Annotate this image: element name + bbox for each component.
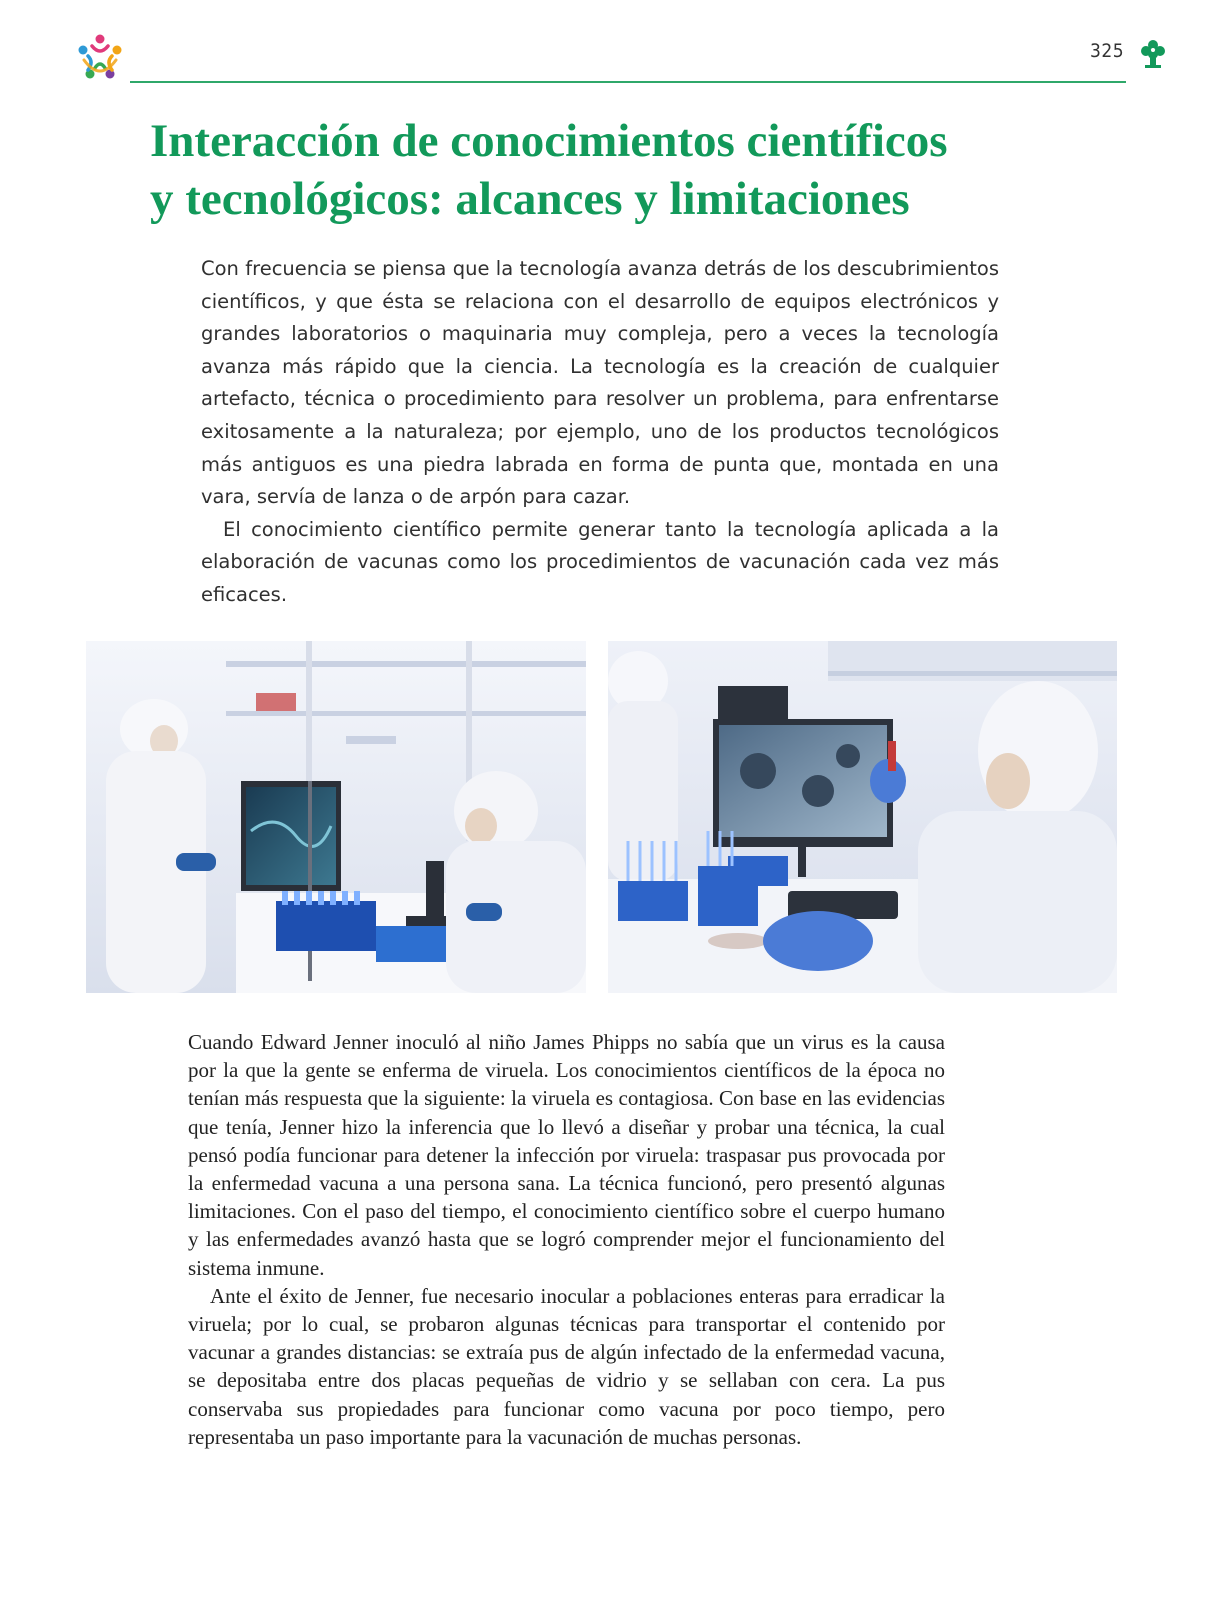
intro-paragraph: El conocimiento científico permite generar tanto la tecnología aplicada a la elaboración de vacunas como los procedimientos de vacunación cada vez más eficaces. [201, 517, 999, 606]
page-title-line-1: Interacción de conocimientos científicos [150, 115, 948, 167]
lab-scientists-microscope-photo [86, 641, 586, 993]
page-title [150, 112, 1110, 228]
lab-scientist-sample-monitor-photo [608, 641, 1117, 993]
body-text-section [188, 1028, 945, 1451]
green-tree-icon [1140, 38, 1166, 68]
body-paragraph: Cuando Edward Jenner inoculó al niño James Phipps no sabía que un virus es la causa por la que la gente se enferma de viruela. Los conocimientos científicos de la época no tenían más respuesta que la siguiente: la viruela es contagiosa. Con base en las evidencias que tenía, Jenner hizo la inferencia que lo llevó a diseñar y probar una técnica, la cual pensó podía funcionar para detener la infección por viruela: traspasar pus provocada por la enfermedad vacuna a una persona sana. La técnica funcionó, pero presentó algunas limitaciones. Con el paso del tiempo, el conocimiento científico sobre el cuerpo humano y las enfermedades avanzó hasta que se logró comprender mejor el funcionamiento del sistema inmune. [188, 1030, 945, 1280]
intro-paragraph: Con frecuencia se piensa que la tecnología avanza detrás de los descubrimientos científicos, y que ésta se relaciona con el desarrollo de equipos electrónicos y grandes laboratorios o maquinaria muy compleja, pero a veces la tecnología avanza más rápido que la ciencia. La tecnología es la creación de cualquier artefacto, técnica o procedimiento para resolver un problema, para enfrentarse exitosamente a la naturaleza; por ejemplo, uno de los productos tecnológicos más antiguos es una piedra labrada en forma de punta que, montada en una vara, servía de lanza o de arpón para cazar. [201, 257, 999, 509]
page-title-line-2: y tecnológicos: alcances y limitaciones [150, 173, 910, 225]
body-paragraph: Ante el éxito de Jenner, fue necesario inocular a poblaciones enteras para erradicar la viruela; por lo cual, se probaron algunas técnicas para transportar el contenido por vacunar a grandes distancias: se extraía pus de algún infectado de la enfermedad vacuna, se depositaba entre dos placas pequeñas de vidrio y se sellaban con cera. La pus conservaba sus propiedades para funcionar como vacuna por poco tiempo, pero representaba un paso importante para la vacunación de muchas personas. [188, 1283, 945, 1449]
page-number: 325 [1090, 40, 1125, 62]
intro-section [201, 253, 999, 612]
figures-circle-logo-icon [72, 30, 128, 86]
header-rule [130, 81, 1126, 83]
